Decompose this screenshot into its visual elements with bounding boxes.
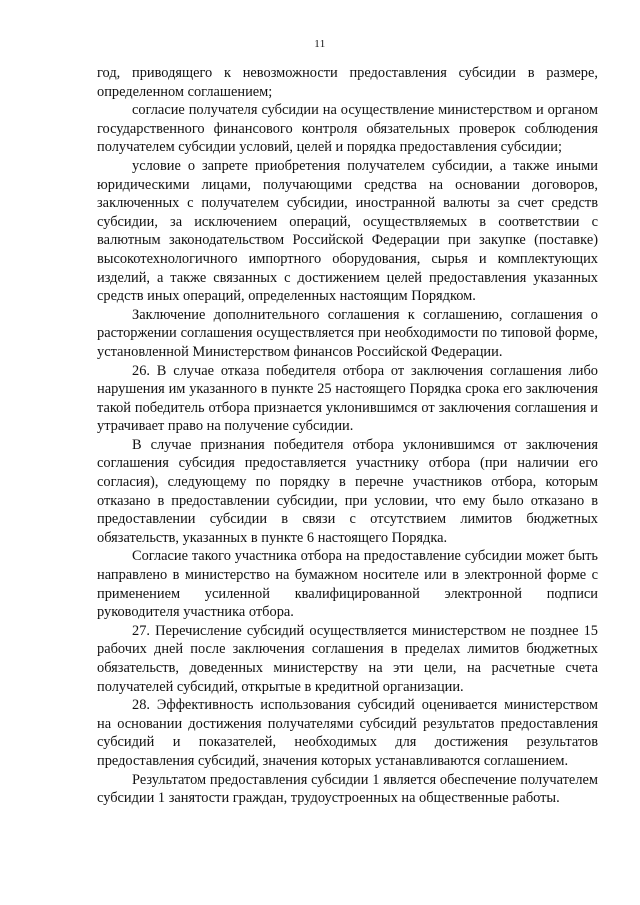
paragraph-continuation: год, приводящего к невозможности предоставления субсидии в размере, определенном соглашением; [97, 65, 598, 100]
paragraph-supplementary-agreement: Заключение дополнительного соглашения к соглашению, соглашения о расторжении соглашения осуществляется при необходимости по типовой форме, установленной Министерством финансов Российской Федерации. [97, 306, 598, 360]
paragraph-consent-to-audit: согласие получателя субсидии на осуществление министерством и органом государственного финансового контроля обязательных проверок соблюдения получателем субсидии условий, целей и порядка предоставления субсидии; [97, 102, 598, 156]
paragraph-evasion-case: В случае признания победителя отбора уклонившимся от заключения соглашения субсидия предоставляется участнику отбора (при наличии его согласия), следующему по порядку в перечне участников отбора, которым отказано в предоставлении субсидии, при условии, что ему было отказано в предоставлении субсидии в связи с отсутствием лимитов бюджетных обязательств, указанных в пункте 6 настоящего Порядка. [97, 436, 598, 546]
paragraph-result-subsidy-1: Результатом предоставления субсидии 1 является обеспечение получателем субсидии 1 занятости граждан, трудоустроенных на общественные работы. [97, 771, 598, 807]
document-body [97, 64, 598, 808]
paragraph-clause-26: 26. В случае отказа победителя отбора от заключения соглашения либо нарушения им указанного в пункте 25 настоящего Порядка срока его заключения такой победитель отбора признается уклонившимся от заключения соглашения и утрачивает право на получение субсидии. [97, 362, 598, 435]
paragraph-participant-consent: Согласие такого участника отбора на предоставление субсидии может быть направлено в министерство на бумажном носителе или в электронной форме с применением усиленной квалифицированной электронной подписи руководителя участника отбора. [97, 548, 598, 621]
paragraph-clause-28: 28. Эффективность использования субсидий оценивается министерством на основании достижения получателями субсидий результатов предоставления субсидий и показателей, необходимых для достижения результатов предоставления субсидий, значения которых устанавливаются соглашением. [97, 697, 598, 769]
paragraph-currency-ban: условие о запрете приобретения получателем субсидии, а также иными юридическими лицами, получающими средства на основании договоров, заключенных с получателем субсидии, иностранной валюты за счет средств субсидии, за исключением операций, осуществляемых в соответствии с валютным законодательством Российской Федерации при закупке (поставке) высокотехнологичного импортного оборудования, сырья и комплектующих изделий, а также связанных с достижением целей предоставления указанных средств иных операций, определенных настоящим Порядком. [97, 157, 598, 305]
paragraph-clause-27: 27. Перечисление субсидий осуществляется министерством не позднее 15 рабочих дней после заключения соглашения в пределах лимитов бюджетных обязательств, доведенных министерству на эти цели, на расчетные счета получателей субсидий, открытые в кредитной организации. [97, 622, 598, 695]
page-number: 11 [314, 38, 326, 50]
